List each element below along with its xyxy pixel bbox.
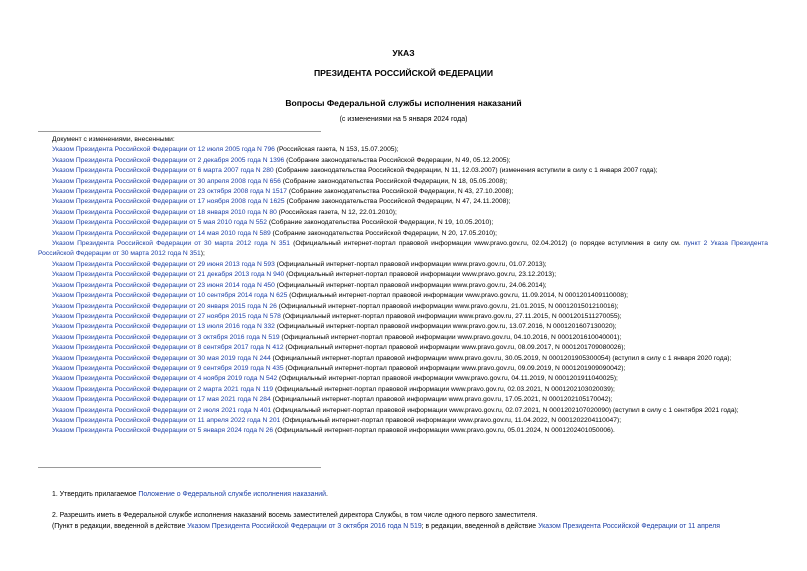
amendment-decree-link[interactable]: Указом Президента Российской Федерации от 3 октября 2016 года N 519 bbox=[52, 333, 280, 341]
amendment-decree-link[interactable]: Указом Президента Российской Федерации от 23 июня 2014 года N 450 bbox=[52, 281, 275, 289]
amendment-item bbox=[38, 291, 768, 301]
clause-1-end: . bbox=[325, 491, 328, 498]
decree-link[interactable]: Указом Президента Российской Федерации от 11 апреля bbox=[538, 522, 720, 530]
amendment-source: (Российская газета, N 153, 15.07.2005); bbox=[274, 146, 399, 154]
amendment-decree-link[interactable]: Указом Президента Российской Федерации от 18 января 2010 года N 80 bbox=[52, 208, 277, 216]
amendment-decree-link[interactable]: Указом Президента Российской Федерации от 27 ноября 2015 года N 578 bbox=[52, 312, 281, 320]
amendment-clause-link[interactable]: пункт 2 Указа Президента Российской Федерации от 30 марта 2012 года N 351 bbox=[38, 240, 769, 258]
regulation-link[interactable]: Положение о Федеральной службе исполнения наказаний bbox=[138, 491, 326, 498]
bottom-divider bbox=[38, 467, 321, 468]
amendment-decree-link[interactable]: Указом Президента Российской Федерации от 2 марта 2021 года N 119 bbox=[52, 385, 274, 393]
amendment-item bbox=[38, 239, 768, 260]
amendment-source: (Официальный интернет-портал правовой информации www.pravo.gov.ru, 04.10.2016, N 0001201610040001); bbox=[279, 333, 622, 341]
amendment-item bbox=[38, 229, 768, 239]
amendment-decree-link[interactable]: Указом Президента Российской Федерации от 6 марта 2007 года N 280 bbox=[52, 167, 274, 175]
revision-note: (с изменениями на 5 января 2024 года) bbox=[339, 116, 468, 123]
amendment-decree-link[interactable]: Указом Президента Российской Федерации от 4 ноября 2019 года N 542 bbox=[52, 375, 278, 383]
amendment-item bbox=[38, 145, 768, 155]
decree-link[interactable]: Указом Президента Российской Федерации от 3 октября 2016 года N 519 bbox=[187, 522, 422, 530]
amendment-item bbox=[38, 302, 768, 312]
amendment-item bbox=[38, 374, 768, 384]
amendment-decree-link[interactable]: Указом Президента Российской Федерации от 17 ноября 2008 года N 1625 bbox=[52, 198, 285, 206]
amendment-item bbox=[38, 281, 768, 291]
amendment-item bbox=[38, 177, 768, 187]
amendment-item bbox=[38, 156, 768, 166]
amendment-item bbox=[38, 197, 768, 207]
decree-body bbox=[38, 490, 768, 532]
amendment-item bbox=[38, 406, 768, 416]
amendment-decree-link[interactable]: Указом Президента Российской Федерации от 30 апреля 2008 года N 656 bbox=[52, 177, 281, 185]
amendment-decree-link[interactable]: Указом Президента Российской Федерации от 2 июля 2021 года N 401 bbox=[52, 406, 272, 414]
amendment-item bbox=[38, 187, 768, 197]
amendment-item bbox=[38, 395, 768, 405]
amendment-source: (Официальный интернет-портал правовой информации www.pravo.gov.ru, 01.07.2013); bbox=[274, 260, 547, 268]
amendment-source: (Официальный интернет-портал правовой информации www.pravo.gov.ru, 02.04.2012) (о порядке вступления в силу см. bbox=[289, 240, 684, 248]
issuer-heading: ПРЕЗИДЕНТА РОССИЙСКОЙ ФЕДЕРАЦИИ bbox=[313, 68, 494, 78]
amendment-source: (Официальный интернет-портал правовой информации www.pravo.gov.ru, 02.07.2021, N 0001202107020090) (вступил в силу с 1 сентября 2021 года); bbox=[271, 406, 739, 414]
amendments-intro: Документ с изменениями, внесенными: bbox=[52, 136, 175, 143]
amendment-item bbox=[38, 385, 768, 395]
amendment-source: (Официальный интернет-портал правовой информации www.pravo.gov.ru, 02.03.2021, N 0001202103020039); bbox=[273, 385, 615, 393]
amendment-source: (Официальный интернет-портал правовой информации www.pravo.gov.ru, 30.05.2019, N 0001201905300054) (вступил в силу с 1 января 2020 года); bbox=[270, 354, 732, 362]
amendment-item bbox=[38, 322, 768, 332]
top-divider bbox=[38, 131, 321, 132]
revision-note-text: (Пункт в редакции, введенной в действие bbox=[52, 522, 188, 530]
amendment-decree-link[interactable]: Указом Президента Российской Федерации от 20 января 2015 года N 26 bbox=[52, 302, 277, 310]
amendment-source: (Официальный интернет-портал правовой информации www.pravo.gov.ru, 05.01.2024, N 0001202401050006). bbox=[273, 427, 615, 435]
amendment-item bbox=[38, 218, 768, 228]
amendment-source: (Официальный интернет-портал правовой информации www.pravo.gov.ru, 11.04.2022, N 0001202204110047); bbox=[280, 416, 622, 424]
amendment-decree-link[interactable]: Указом Президента Российской Федерации от 12 июля 2005 года N 796 bbox=[52, 146, 275, 154]
amendment-decree-link[interactable]: Указом Президента Российской Федерации от 11 апреля 2022 года N 201 bbox=[52, 416, 281, 424]
amendment-item bbox=[38, 416, 768, 426]
document-title: Вопросы Федеральной службы исполнения наказаний bbox=[285, 98, 522, 108]
amendment-source: (Официальный интернет-портал правовой информации www.pravo.gov.ru, 04.11.2019, N 0001201911040025); bbox=[277, 375, 618, 383]
document-type-heading: УКАЗ bbox=[392, 48, 415, 58]
amendment-decree-link[interactable]: Указом Президента Российской Федерации от 21 декабря 2013 года N 940 bbox=[52, 271, 285, 279]
amendment-item bbox=[38, 312, 768, 322]
amendment-item bbox=[38, 364, 768, 374]
amendment-source: (Официальный интернет-портал правовой информации www.pravo.gov.ru, 24.06.2014); bbox=[274, 281, 547, 289]
amendment-source: (Собрание законодательства Российской Федерации, N 19, 10.05.2010); bbox=[266, 219, 494, 227]
amendment-decree-link[interactable]: Указом Президента Российской Федерации от 8 сентября 2017 года N 412 bbox=[52, 344, 284, 352]
amendment-decree-link[interactable]: Указом Президента Российской Федерации от 17 мая 2021 года N 284 bbox=[52, 396, 271, 404]
amendment-item bbox=[38, 208, 768, 218]
amendment-source: (Официальный интернет-портал правовой информации www.pravo.gov.ru, 11.09.2014, N 0001201409110008); bbox=[287, 292, 629, 300]
amendment-source: (Официальный интернет-портал правовой информации www.pravo.gov.ru, 09.09.2019, N 0001201909090042); bbox=[283, 364, 626, 372]
amendment-source: (Собрание законодательства Российской Федерации, N 47, 24.11.2008); bbox=[284, 198, 511, 206]
amendments-list bbox=[38, 135, 768, 437]
clause-1-text: 1. Утвердить прилагаемое bbox=[52, 491, 139, 498]
amendment-source: (Официальный интернет-портал правовой информации www.pravo.gov.ru, 21.01.2015, N 0001201501210016); bbox=[276, 302, 619, 310]
clause-1 bbox=[38, 490, 768, 500]
amendment-decree-link[interactable]: Указом Президента Российской Федерации от 14 мая 2010 года N 589 bbox=[52, 229, 271, 237]
amendment-decree-link[interactable]: Указом Президента Российской Федерации от 9 сентября 2019 года N 435 bbox=[52, 364, 284, 372]
amendment-decree-link[interactable]: Указом Президента Российской Федерации от 2 декабря 2005 года N 1396 bbox=[52, 156, 285, 164]
amendment-source-end: ); bbox=[200, 250, 205, 258]
amendment-source: (Российская газета, N 12, 22.01.2010); bbox=[276, 208, 397, 216]
amendment-item bbox=[38, 166, 768, 176]
amendment-item bbox=[38, 426, 768, 436]
amendment-item bbox=[38, 333, 768, 343]
clause-2: 2. Разрешить иметь в Федеральной службе исполнения наказаний восемь заместителей директора Службы, в том числе одного первого заместителя. bbox=[52, 512, 538, 520]
amendment-decree-link[interactable]: Указом Президента Российской Федерации от 29 июня 2013 года N 593 bbox=[52, 260, 275, 268]
amendment-decree-link[interactable]: Указом Президента Российской Федерации от 5 мая 2010 года N 552 bbox=[52, 219, 267, 227]
amendment-item bbox=[38, 354, 768, 364]
amendment-decree-link[interactable]: Указом Президента Российской Федерации от 13 июля 2016 года N 332 bbox=[52, 323, 275, 331]
amendment-item bbox=[38, 270, 768, 280]
amendment-decree-link[interactable]: Указом Президента Российской Федерации от 30 марта 2012 года N 351 bbox=[52, 240, 290, 248]
amendment-source: (Официальный интернет-портал правовой информации www.pravo.gov.ru, 27.11.2015, N 0001201511270055); bbox=[280, 312, 622, 320]
revision-note-mid: ; в редакции, введенной в действие bbox=[421, 522, 539, 530]
amendment-source: (Собрание законодательства Российской Федерации, N 20, 17.05.2010); bbox=[270, 229, 498, 237]
amendment-source: (Собрание законодательства Российской Федерации, N 49, 05.12.2005); bbox=[284, 156, 511, 164]
amendment-decree-link[interactable]: Указом Президента Российской Федерации от 23 октября 2008 года N 1517 bbox=[52, 188, 287, 196]
amendment-decree-link[interactable]: Указом Президента Российской Федерации от 30 мая 2019 года N 244 bbox=[52, 354, 271, 362]
amendment-item bbox=[38, 260, 768, 270]
clause-2-revision-note bbox=[38, 522, 768, 532]
amendment-source: (Собрание законодательства Российской Федерации, N 43, 27.10.2008); bbox=[286, 188, 514, 196]
amendment-source: (Официальный интернет-портал правовой информации www.pravo.gov.ru, 08.09.2017, N 0001201709080026); bbox=[283, 344, 626, 352]
amendment-source: (Собрание законодательства Российской Федерации, N 18, 05.05.2008); bbox=[280, 177, 508, 185]
amendment-decree-link[interactable]: Указом Президента Российской Федерации от 10 сентября 2014 года N 625 bbox=[52, 292, 288, 300]
amendment-source: (Официальный интернет-портал правовой информации www.pravo.gov.ru, 13.07.2016, N 0001201607130020); bbox=[274, 323, 617, 331]
amendment-item bbox=[38, 343, 768, 353]
amendment-source: (Официальный интернет-портал правовой информации www.pravo.gov.ru, 17.05.2021, N 0001202105170042); bbox=[270, 396, 613, 404]
amendment-decree-link[interactable]: Указом Президента Российской Федерации от 5 января 2024 года N 26 bbox=[52, 427, 274, 435]
amendment-source: (Официальный интернет-портал правовой информации www.pravo.gov.ru, 23.12.2013); bbox=[284, 271, 557, 279]
amendment-source: (Собрание законодательства Российской Федерации, N 11, 12.03.2007) (изменения вступили в силу с 1 января 2007 года); bbox=[273, 167, 658, 175]
